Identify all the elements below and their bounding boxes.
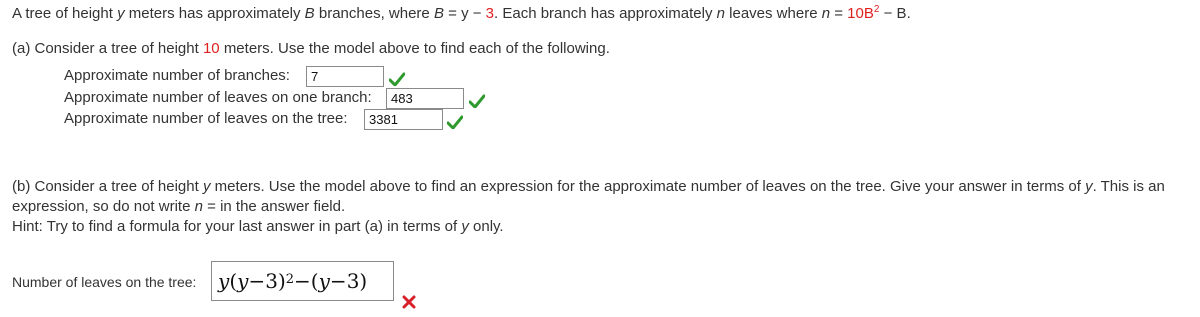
part-b-instruction: expression, so do not write n = in the answer field. bbox=[12, 198, 346, 215]
correct-check-icon bbox=[469, 94, 485, 108]
part-a-heading: (a) Consider a tree of height 10 meters. Use the model above to find each of the following. bbox=[12, 40, 610, 57]
hint: Hint: Try to find a formula for your last answer in part (a) in terms of y only. bbox=[12, 218, 504, 235]
leaves-on-tree-label: Approximate number of leaves on the tree: bbox=[64, 110, 348, 127]
part-b-heading: (b) Consider a tree of height y meters. Use the model above to find an expression for the approximate number of leaves on the tree. Give your answer in terms of y. This is an bbox=[12, 178, 1165, 195]
leaves-on-tree-input[interactable]: 3381 bbox=[364, 109, 443, 130]
problem-statement: A tree of height y meters has approximately B branches, where B = y − 3. Each branch has approximately n leaves where $n = 10B^2 - B$. bbox=[12, 4, 911, 22]
leaves-per-branch-label: Approximate number of leaves on one branch: bbox=[64, 89, 372, 106]
branches-label: Approximate number of branches: bbox=[64, 67, 290, 84]
expression-answer-field[interactable]: y ( y − 3 ) $^2$ − ( y − 3 ) bbox=[211, 261, 394, 301]
branches-input[interactable]: 7 bbox=[306, 66, 384, 87]
leaves-per-branch-input[interactable]: 483 bbox=[386, 88, 464, 109]
correct-check-icon bbox=[447, 115, 463, 129]
incorrect-x-icon bbox=[402, 295, 416, 309]
correct-check-icon bbox=[389, 72, 405, 86]
answer-label: Number of leaves on the tree: bbox=[12, 274, 197, 290]
coefficient: $10B^2$ bbox=[847, 4, 880, 22]
